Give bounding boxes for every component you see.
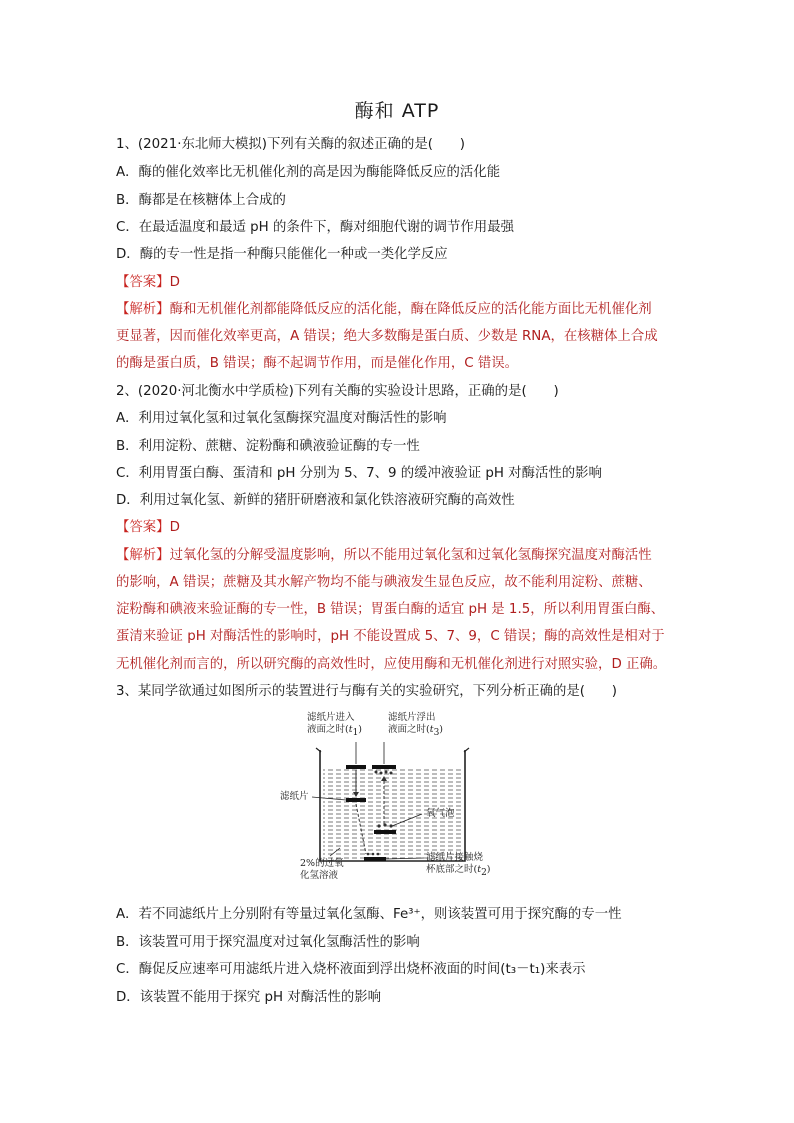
q2-answer: [116, 518, 180, 538]
q1-stem: 1、(2021·东北师大模拟)下列有关酶的叙述正确的是( ): [116, 137, 465, 152]
label-paper-float: 滤纸片浮出 液面之时$(t_3)$: [388, 712, 444, 738]
analysis-tag: 【解析】: [116, 548, 170, 563]
label-oxygen-bubble: 氧气泡: [426, 808, 455, 819]
q3-option-c: C．酶促反应速率可用滤纸片进入烧杯液面到浮出烧杯液面的时间(t₃－t₁)来表示: [116, 962, 586, 977]
q3-option-d: D．该装置不能用于探究 pH 对酶活性的影响: [116, 990, 382, 1005]
q2-option-d: D．利用过氧化氢、新鲜的猪肝研磨液和氯化铁溶液研究酶的高效性: [116, 493, 515, 508]
q3-option-b: B．该装置可用于探究温度对过氧化氢酶活性的影响: [116, 935, 420, 950]
q1-option-c: C．在最适温度和最适 pH 的条件下，酶对细胞代谢的调节作用最强: [116, 220, 514, 235]
q2-analysis-line-5: 无机催化剂而言的，所以研究酶的高效性时，应使用酶和无机催化剂进行对照实验，D 正确。: [116, 657, 667, 672]
q2-stem: 2、(2020·河北衡水中学质检)下列有关酶的实验设计思路，正确的是( ): [116, 384, 559, 399]
q1-option-a: A．酶的催化效率比无机催化剂的高是因为酶能降低反应的活化能: [116, 165, 501, 180]
label-paper-enter: 滤纸片进入 液面之时$(t_1)$: [307, 712, 363, 738]
answer-tag: 【答案】: [116, 520, 170, 535]
q2-option-a: A．利用过氧化氢和过氧化氢酶探究温度对酶活性的影响: [116, 411, 447, 426]
page-title: 酶和 ATP: [354, 100, 440, 122]
q2-option-c: C．利用胃蛋白酶、蛋清和 pH 分别为 5、7、9 的缓冲液验证 pH 对酶活性的影响: [116, 466, 602, 481]
q2-option-b: B．利用淀粉、蔗糖、淀粉酶和碘液验证酶的专一性: [116, 439, 420, 454]
q2-analysis-line-2: 的影响，A 错误；蔗糖及其水解产物均不能与碘液发生显色反应，故不能利用淀粉、蔗糖、: [116, 575, 652, 590]
q2-analysis-line-4: 蛋清来验证 pH 对酶活性的影响时，pH 不能设置成 5、7、9，C 错误；酶的高效性是相对于: [116, 629, 665, 644]
filter-paper-sinking: [346, 798, 366, 802]
q2-analysis-line-1: 【解析】过氧化氢的分解受温度影响，所以不能用过氧化氢和过氧化氢酶探究温度对酶活性: [116, 548, 652, 563]
q2-analysis-line-3: 淀粉酶和碘液来验证酶的专一性，B 错误；胃蛋白酶的适宜 pH 是 1.5，所以利用胃蛋白酶、: [116, 602, 665, 617]
label-filter-paper: 滤纸片: [280, 791, 309, 802]
q1-option-d: D．酶的专一性是指一种酶只能催化一种或一类化学反应: [116, 247, 448, 262]
answer-value: D: [169, 520, 180, 535]
filter-paper-t2: [364, 857, 386, 861]
filter-paper-rising: [374, 830, 396, 834]
q1-analysis-line-1: 【解析】酶和无机催化剂都能降低反应的活化能，酶在降低反应的活化能方面比无机催化剂: [116, 302, 652, 317]
filter-paper-t3: [372, 765, 396, 769]
answer-value: D: [169, 275, 180, 290]
filter-paper-t1: [346, 765, 366, 769]
q3-stem: 3、某同学欲通过如图所示的装置进行与酶有关的实验研究，下列分析正确的是( ): [116, 684, 618, 699]
q1-analysis-line-3: 的酶是蛋白质，B 错误；酶不起调节作用，而是催化作用，C 错误。: [116, 356, 518, 371]
q3-option-a: A．若不同滤纸片上分别附有等量过氧化氢酶、Fe³⁺，则该装置可用于探究酶的专一性: [116, 907, 622, 922]
q1-option-b: B．酶都是在核糖体上合成的: [116, 193, 286, 208]
answer-tag: 【答案】: [116, 275, 170, 290]
label-paper-bottom: 滤纸片接触烧 杯底部之时$(t_2)$: [426, 852, 491, 878]
q1-answer: [116, 273, 180, 293]
q1-analysis-line-2: 更显著，因而催化效率更高，A 错误；绝大多数酶是蛋白质、少数是 RNA，在核糖体上合成: [116, 329, 658, 344]
beaker-diagram: [280, 708, 520, 886]
label-solution: 2%的过氧 化氢溶液: [300, 858, 344, 881]
analysis-tag: 【解析】: [116, 302, 170, 317]
